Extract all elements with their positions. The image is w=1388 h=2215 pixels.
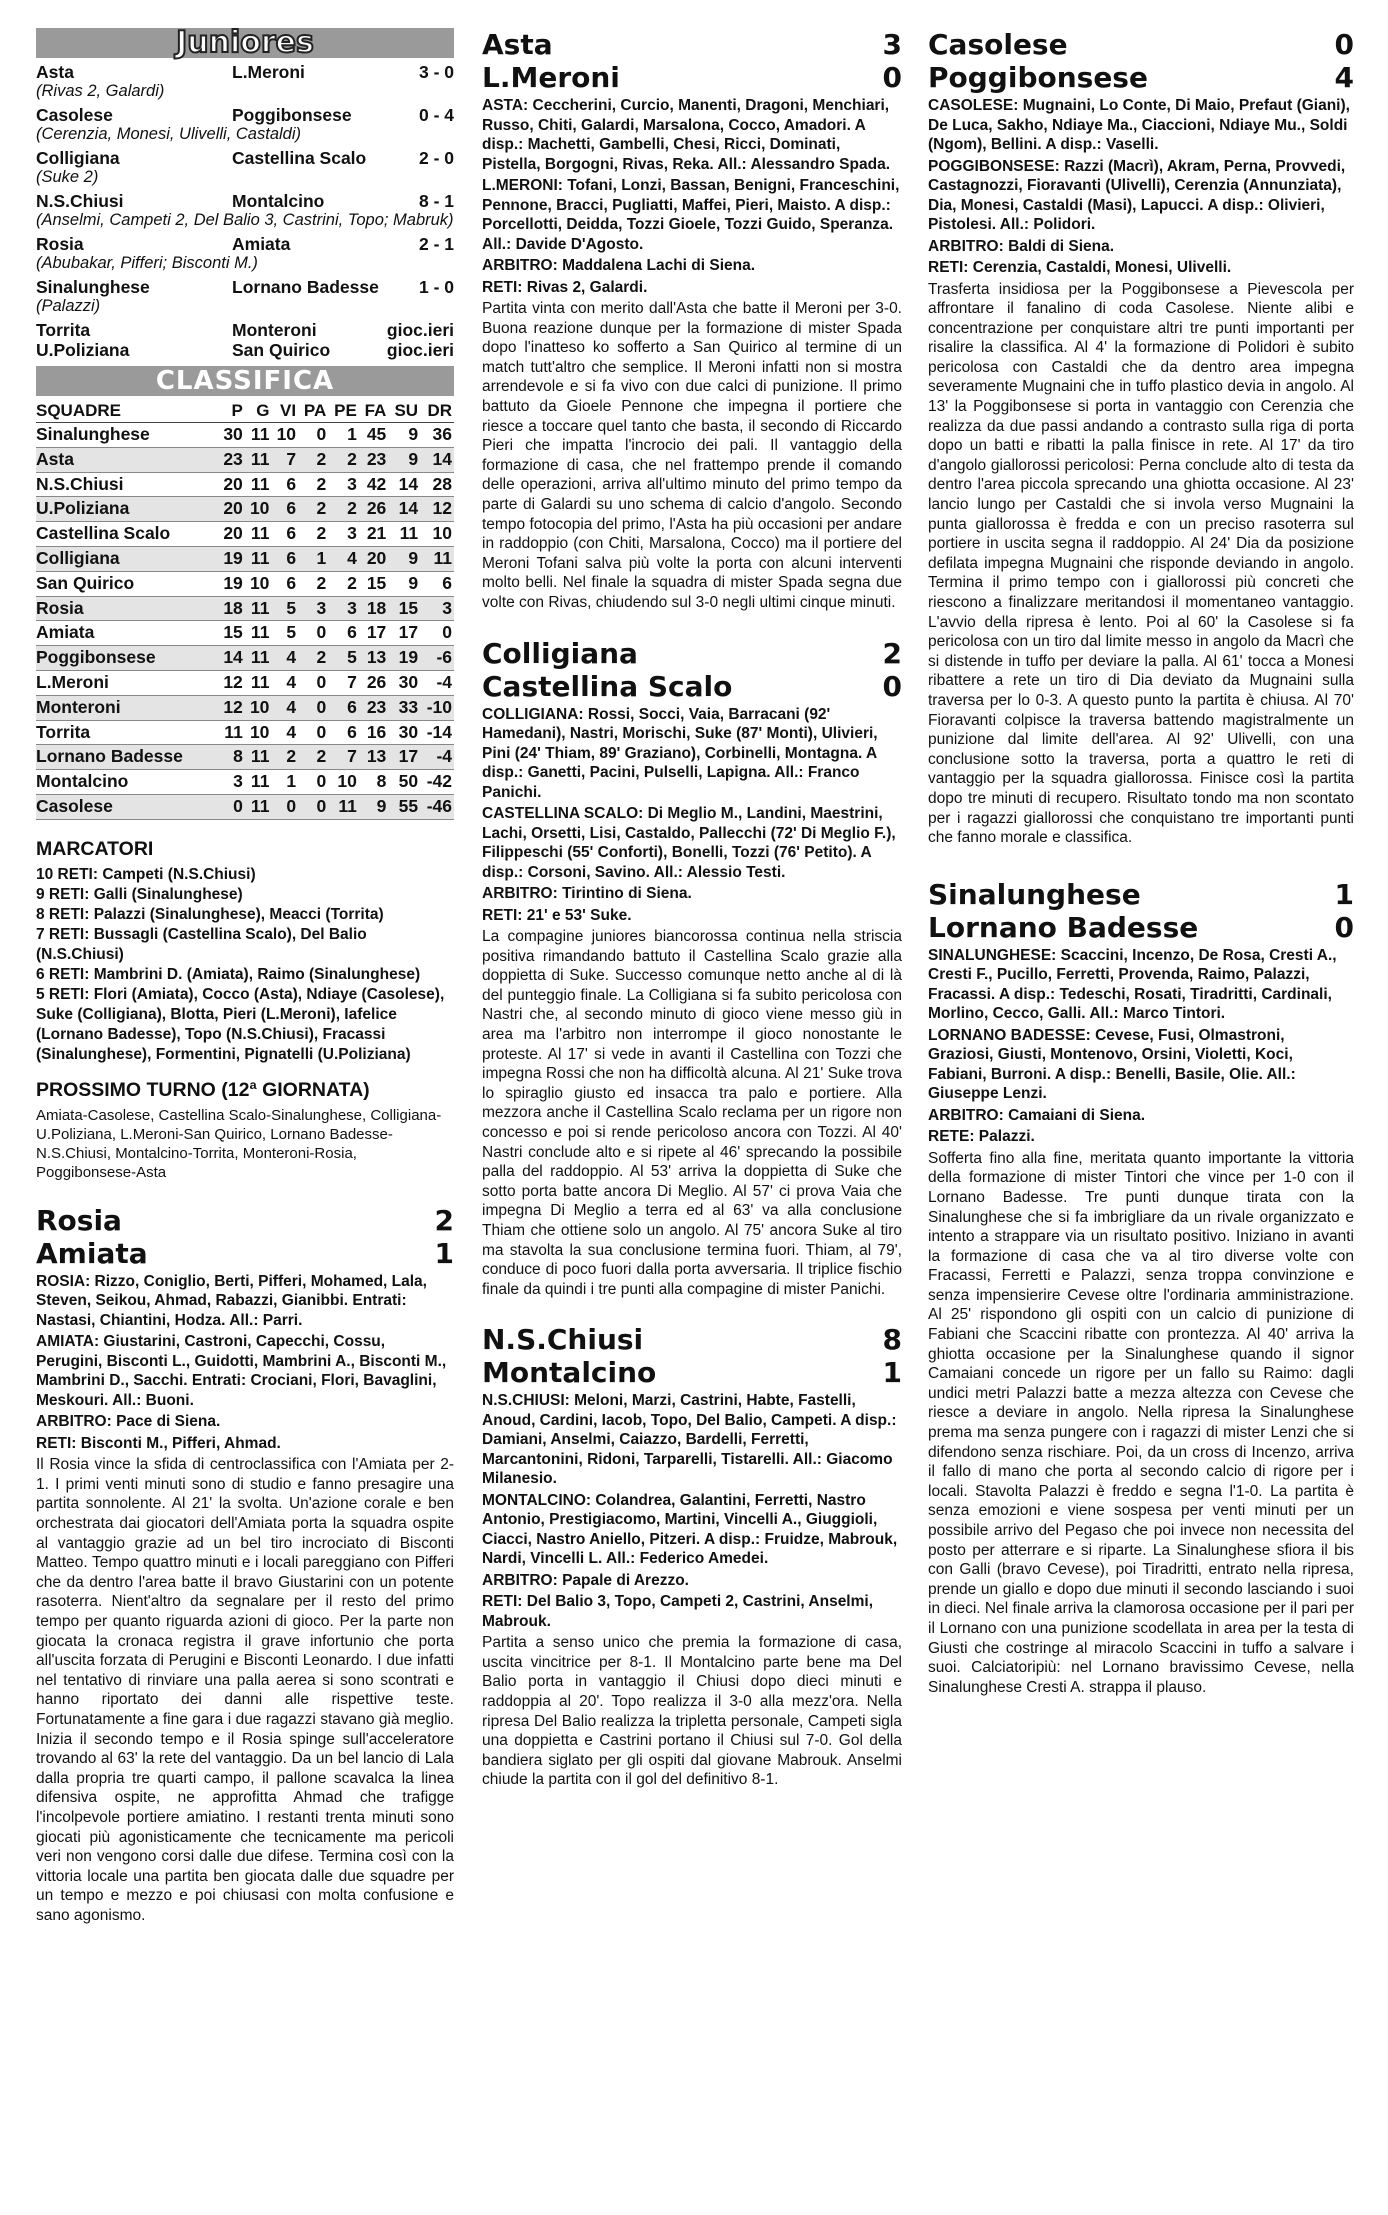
stat-cell: 2 xyxy=(298,571,328,596)
result-scorers: (Palazzi) xyxy=(36,297,101,315)
stat-cell: 2 xyxy=(298,522,328,547)
lineup-line: RETI: Bisconti M., Pifferi, Ahmad. xyxy=(36,1434,281,1452)
stat-cell: 0 xyxy=(298,670,328,695)
stat-cell: 11 xyxy=(420,546,454,571)
marcatori-line: 6 RETI: Mambrini D. (Amiata), Raimo (Sinalunghese) xyxy=(36,965,421,983)
lineup-line: AMIATA: Giustarini, Castroni, Capecchi, Cossu, Perugini, Bisconti L., Guidotti, Mambrini A., Bisconti M., Mambrini D., Sacchi. Entrati: Crociani, Flori, Bavaglini, Meskouri. All.: Buoni. xyxy=(36,1333,447,1409)
stat-cell: 3 xyxy=(328,472,359,497)
column-center xyxy=(482,28,902,1790)
result-scorers: (Rivas 2, Galardi) xyxy=(36,82,165,100)
stat-cell: 3 xyxy=(420,596,454,621)
stat-cell: 11 xyxy=(245,670,272,695)
standings-header: VI xyxy=(271,400,298,423)
away-score: 0 xyxy=(1334,910,1354,944)
home-team: N.S.Chiusi xyxy=(482,1323,644,1357)
result-home: Sinalunghese xyxy=(36,277,150,297)
away-score: 1 xyxy=(434,1236,454,1270)
standings-row xyxy=(36,695,454,720)
stat-cell: 4 xyxy=(328,546,359,571)
team-name: Poggibonsese xyxy=(36,646,218,671)
standings-row xyxy=(36,646,454,671)
result-row xyxy=(36,62,454,82)
result-row xyxy=(36,277,454,297)
result-row xyxy=(36,340,454,360)
stat-cell: 12 xyxy=(218,695,245,720)
lineup-line: CASTELLINA SCALO: Di Meglio M., Landini, Maestrini, Lachi, Orsetti, Lisi, Castaldo, Pallecchi (72' Di Meglio F.), Filippeschi (55' Conforti), Bonelli, Tozzi (76' Petito). A disp.: Corsoni, Savino. All.: Alessio Testi. xyxy=(482,805,896,881)
team-name: U.Poliziana xyxy=(36,497,218,522)
result-row xyxy=(36,148,454,168)
marcatori-list xyxy=(36,865,454,1065)
stat-cell: 11 xyxy=(245,596,272,621)
stat-cell: 10 xyxy=(245,695,272,720)
stat-cell: 2 xyxy=(328,571,359,596)
result-away: Castellina Scalo xyxy=(232,148,367,168)
match-home-row xyxy=(928,28,1354,61)
result-home: N.S.Chiusi xyxy=(36,191,124,211)
standings-row xyxy=(36,522,454,547)
match-away-row xyxy=(482,1356,902,1389)
result-row xyxy=(36,320,454,340)
lineup-line: CASOLESE: Mugnaini, Lo Conte, Di Maio, Prefaut (Giani), De Luca, Sakho, Ndiaye Ma., Ciaccioni, Ndiaye Mu., Soldi (Ngom), Bellini. A disp.: Vaselli. xyxy=(928,97,1350,153)
team-name: Torrita xyxy=(36,720,218,745)
away-team: Lornano Badesse xyxy=(928,910,1199,944)
away-team: Montalcino xyxy=(482,1356,657,1390)
standings-table xyxy=(36,400,454,820)
stat-cell: 9 xyxy=(388,571,420,596)
result-away: Amiata xyxy=(232,234,291,254)
match-report: Partita a senso unico che premia la formazione di casa, uscita vincitrice per 8-1. Il Montalcino parte bene ma Del Balio porta in vantaggio il Chiusi dopo dieci minuti e raddoppia al 20'. Topo realizza il 3-0 alla mezz'ora. Nella ripresa Del Balio realizza la tripletta personale, Campeti sigla una doppietta e Castrini portano il Chiusi sul 7-0. Gol della bandiera siglato per gli ospiti dal giovane Mabrouk. Anselmi chiude la partita con il gol del definitivo 8-1. xyxy=(482,1634,902,1789)
stat-cell: 6 xyxy=(271,497,298,522)
match-report: Il Rosia vince la sfida di centroclassifica con l'Amiata per 2-1. I primi venti minuti sono di studio e fanno presagire una partita sonnolente. Al 21' la svolta. Un'azione corale e ben orchestrata dai giocatori dell'Amiata porta la squadra ospite al vantaggio grazie ad un bel tiro incrociato di Bisconti Matteo. Tempo quattro minuti e i locali pareggiano con Pifferi che da dentro l'area batte il bravo Giustarini con un potente rasoterra. Nient'altro da segnalare per il resto del primo tempo per quanto riguarda azioni di gioco. Per la parte non giocata la cronaca registra il grave infortunio che porta all'uscita forzata di Perugini e Bisconti Leonardo. I due infatti nel tentativo di rinviare una palla aerea si sono scontrati e hanno riportato dei danni alle rispettive teste. Fortunatamente a fine gara i due ragazzi stavano già meglio. Inizia il secondo tempo e il Rosia spinge sull'acceleratore trovando al 63' la rete del vantaggio. Da un bel lancio di Lala dalla propria tre quarti campo, il pallone scavalca la linea difensiva ospite, ne approfitta Ahmad che trafigge l'incolpevole portiere amiatino. I restanti trenta minuti sono giocati più agonisticamente che tecnicamente ma pericoli veri non vengono corsi dalle due difese. Termina così con la vittoria locale una partita ben giocata dalle due squadre per un tempo e mezzo e poi chiusasi con molta confusione e sano agonismo. xyxy=(36,1456,454,1924)
match-away-row xyxy=(36,1237,454,1270)
team-name: Asta xyxy=(36,447,218,472)
away-team: Castellina Scalo xyxy=(482,669,733,703)
standings-row xyxy=(36,794,454,819)
result-home: Asta xyxy=(36,62,74,82)
stat-cell: -4 xyxy=(420,670,454,695)
result-score: gioc.ieri xyxy=(386,320,454,340)
stat-cell: 10 xyxy=(420,522,454,547)
stat-cell: 11 xyxy=(218,720,245,745)
standings-header: SU xyxy=(388,400,420,423)
standings-row xyxy=(36,447,454,472)
stat-cell: -14 xyxy=(420,720,454,745)
stat-cell: 6 xyxy=(328,621,359,646)
stat-cell: 3 xyxy=(298,596,328,621)
result-away: Poggibonsese xyxy=(232,105,352,125)
stat-cell: 11 xyxy=(245,770,272,795)
team-name: Lornano Badesse xyxy=(36,745,218,770)
stat-cell: 11 xyxy=(245,646,272,671)
stat-cell: 13 xyxy=(359,745,388,770)
stat-cell: 0 xyxy=(298,720,328,745)
result-home: Colligiana xyxy=(36,148,120,168)
team-name: Colligiana xyxy=(36,546,218,571)
stat-cell: 11 xyxy=(328,794,359,819)
stat-cell: -42 xyxy=(420,770,454,795)
stat-cell: 6 xyxy=(271,571,298,596)
stat-cell: 2 xyxy=(328,497,359,522)
stat-cell: 19 xyxy=(218,571,245,596)
away-score: 1 xyxy=(882,1356,902,1390)
away-team: L.Meroni xyxy=(482,61,620,94)
stat-cell: 12 xyxy=(218,670,245,695)
stat-cell: 9 xyxy=(359,794,388,819)
stat-cell: 3 xyxy=(218,770,245,795)
standings-header: DR xyxy=(420,400,454,423)
classifica-banner xyxy=(36,366,454,396)
lineup-line: RETI: Del Balio 3, Topo, Campeti 2, Castrini, Anselmi, Mabrouk. xyxy=(482,1593,874,1630)
stat-cell: 6 xyxy=(271,546,298,571)
lineup-line: N.S.CHIUSI: Meloni, Marzi, Castrini, Habte, Fastelli, Anoud, Cardini, Iacob, Topo, Del Balio, Campeti. A disp.: Damiani, Anselmi, Caiazzo, Bardelli, Ferretti, Marcantonini, Ridoni, Tarparelli, Tistarelli. All.: Giacomo Milanesio. xyxy=(482,1392,897,1488)
result-away: Lornano Badesse xyxy=(232,277,379,297)
stat-cell: 10 xyxy=(245,571,272,596)
standings-row xyxy=(36,670,454,695)
result-home: Rosia xyxy=(36,234,84,254)
result-score: 0 - 4 xyxy=(418,105,454,125)
away-team: Amiata xyxy=(36,1236,148,1270)
match-colligiana-castellina xyxy=(482,637,902,1300)
prossimo-text: Amiata-Casolese, Castellina Scalo-Sinalunghese, Colligiana-U.Poliziana, L.Meroni-San Quirico, Lornano Badesse-N.S.Chiusi, Montalcino-Torrita, Monteroni-Rosia, Poggibonsese-Asta xyxy=(36,1106,442,1181)
stat-cell: 1 xyxy=(298,546,328,571)
stat-cell: 1 xyxy=(271,770,298,795)
stat-cell: 0 xyxy=(298,423,328,448)
home-score: 1 xyxy=(1334,877,1354,911)
stat-cell: 4 xyxy=(271,646,298,671)
stat-cell: 2 xyxy=(298,447,328,472)
match-home-row xyxy=(36,1204,454,1237)
stat-cell: 4 xyxy=(271,720,298,745)
stat-cell: 14 xyxy=(218,646,245,671)
stat-cell: 9 xyxy=(388,447,420,472)
stat-cell: 13 xyxy=(359,646,388,671)
stat-cell: 0 xyxy=(298,770,328,795)
marcatori-line: 5 RETI: Flori (Amiata), Cocco (Asta), Ndiaye (Casolese), Suke (Colligiana), Blotta, Pieri (L.Meroni), Iafelice (Lornano Badesse), Topo (N.S.Chiusi), Fracassi (Sinalunghese), Formentini, Pignatelli (U.Poliziana) xyxy=(36,985,445,1063)
lineup-line: ARBITRO: Pace di Siena. xyxy=(36,1413,221,1431)
stat-cell: 15 xyxy=(359,571,388,596)
stat-cell: 23 xyxy=(218,447,245,472)
stat-cell: 30 xyxy=(388,670,420,695)
stat-cell: 30 xyxy=(218,423,245,448)
away-score: 4 xyxy=(1334,61,1354,94)
stat-cell: 28 xyxy=(420,472,454,497)
match-report: Partita vinta con merito dall'Asta che batte il Meroni per 3-0. Buona reazione dunque per la formazione di mister Spada dopo l'inatteso ko sofferto a San Quirico al termine di un match tutt'altro che semplice. Il Meroni infatti non si mostra arrendevole e si fa vivo con due calci di punizione. Il primo battuto da Gioele Pennone che impegna il portiere che riesce a toccare quel tanto che basta, il secondo di Riccardo Pieri che impatta l'incrocio dei pali. Il vantaggio della formazione di casa, che nel frattempo prende il comando delle operazioni, arriva all'ultimo minuto del primo tempo da parte di Galardi su uno schema di calcio d'angolo. Secondo tempo fotocopia del primo, l'Asta ha più occasioni per andare in raddoppio (con Chiti, Marsalona, Cocco) ma il portiere del Meroni Tofani salva più volte la porta con alcuni interventi molto belli. Nel finale la squadra di mister Spada segna due volte con Rivas, chiudendo sul 3-0 negli ultimi cinque minuti. xyxy=(482,300,902,611)
match-away-row xyxy=(482,670,902,703)
stat-cell: 7 xyxy=(271,447,298,472)
standings-row xyxy=(36,571,454,596)
stat-cell: 0 xyxy=(271,794,298,819)
stat-cell: 6 xyxy=(271,472,298,497)
result-scorers: (Anselmi, Campeti 2, Del Balio 3, Castrini, Topo; Mabruk) xyxy=(36,211,454,229)
stat-cell: 10 xyxy=(328,770,359,795)
team-name: Sinalunghese xyxy=(36,423,218,448)
home-team: Sinalunghese xyxy=(928,877,1141,911)
stat-cell: 11 xyxy=(245,621,272,646)
stat-cell: 7 xyxy=(328,670,359,695)
match-report: Sofferta fino alla fine, meritata quanto importante la vittoria della formazione di mister Tintori che vince per 1-0 con il Lornano Badesse. Tre punti dunque tirata con la Sinalunghese che si fa imbrigliare da un rivale organizzato e intento a strappare via un risultato positivo. Iniziano in avanti la formazione di casa che va al tiro diverse volte con Fracassi, Ferretti e Palazzi, senza troppa convinzione e senza impensierire Cevese oltre l'ordinaria amministrazione. Al 25' rispondono gli ospiti con un calcio di punizione di Fabiani che Scaccini ribatte con prontezza. Al 40' arriva la ghiotta occasione per la Sinalunghese quando il signor Camaiani concede un rigore per un fallo su Raimo: dagli undici metri Palazzi batte a mezza altezza con Cevese che riesce a deviare in angolo. Nella ripresa la Sinalunghese prema ma senza pungere con i ragazzi di mister Lenzi che si difendono senza rischiare. Poi, da un cross di Incenzo, arriva il fallo di mano che porta al secondo calcio di rigore per i locali. Stavolta Palazzi è freddo e segna l'1-0. La partita è senza emozioni e viene sospesa per venti minuti per un possibile arrivo del Pegaso che poi invece non necessita del posto per atterrare e si riparte. La Sinalunghese sfiora il bis con Galli (bravo Cevese), poi Tiradritti, entrato nella ripresa, prende un giallo e dopo due minuti il secondo lasciando i suoi in dieci. Nel finale arriva la clamorosa occasione per il pari per il Lornano con una punizione scodellata in area per la testa di Giusti che costringe al miracolo Scaccini in tuffo a salvare i suoi. Calciatoripiù: nel Lornano bravissimo Cevese, nella Sinalunghese Cresti A. strappa il plauso. xyxy=(928,1149,1354,1696)
stat-cell: 14 xyxy=(388,497,420,522)
lineup-line: LORNANO BADESSE: Cevese, Fusi, Olmastroni, Graziosi, Giusti, Montenovo, Orsini, Violetti, Koci, Fabiani, Burroni. A disp.: Benelli, Basile, Olie. All.: Giuseppe Lenzi. xyxy=(928,1026,1296,1103)
stat-cell: 19 xyxy=(218,546,245,571)
stat-cell: 3 xyxy=(328,596,359,621)
team-name: Monteroni xyxy=(36,695,218,720)
result-row xyxy=(36,105,454,125)
away-team: Poggibonsese xyxy=(928,61,1148,94)
lineup-line: ARBITRO: Papale di Arezzo. xyxy=(482,1571,689,1589)
result-row xyxy=(36,234,454,254)
stat-cell: 10 xyxy=(245,497,272,522)
stat-cell: 14 xyxy=(388,472,420,497)
stat-cell: 3 xyxy=(328,522,359,547)
result-home: Torrita xyxy=(36,320,91,340)
standings-row xyxy=(36,596,454,621)
stat-cell: 10 xyxy=(245,720,272,745)
stat-cell: 11 xyxy=(245,745,272,770)
match-report: Trasferta insidiosa per la Poggibonsese a Pievescola per affrontare il fanalino di coda Casolese. Niente alibi e concentrazione per conquistare altri tre punti importanti per risalire la classifica. Al 4' la formazione di Polidori è subito pericolosa con Castaldi che da dentro area impegna severamente Mugnaini che in tuffo plastico devia in angolo. Al 13' la Poggibonsese si porta in vantaggio con Cerenzia che realizza da due passi andando a contrasto sulla riga di porta dopo un batti e ribatti la palla finisce in rete. Al 17' da tiro d'angolo giallorossi pericolosi: Perna conclude alto di testa da dentro l'area piccola sprecando una ghiotta occasione. Al 23' lancio lungo per Castaldi che si invola verso Mugnaini la punta giallorossa è fredda e con un preciso rasoterra sul portiere in uscita segna il raddoppio. Al 24' Dia da posizione defilata impegna Mugnaini che risponde deviando in angolo. Termina il primo tempo con i giallorossi più concreti che riescono a finalizzare meritandosi il momentaneo vantaggio. L'avvio della ripresa è lento. Poi al 60' la Casolese si fa pericolosa con un tiro dal limite messo in angolo da Macrì che si distende in tuffo per deviare la palla. Al 61' tocca a Monesi ribattere a rete un tiro di Dia deviato da Mugnaini sulla traversa per lo 0-3. A questo punto la partita è chiusa. Al 70' Fioravanti colpisce la traversa battendo magistralmente un punizione dal limite dell'area. Al 92' Ulivelli, con una conclusione sotto la traversa, porta a quattro le reti di vantaggio per la squadra giallorossa. Finisce così la partita dopo tre minuti di recupero. Risultato tondo ma non scontato per i ragazzi giallorossi che conquistano tre importanti punti che fanno morale e classifica. xyxy=(928,280,1354,847)
lineup-line: ARBITRO: Maddalena Lachi di Siena. xyxy=(482,257,756,274)
column-right xyxy=(928,28,1354,1697)
lineup-line: RETI: 21' e 53' Suke. xyxy=(482,906,632,924)
stat-cell: 6 xyxy=(328,695,359,720)
stat-cell: 20 xyxy=(218,472,245,497)
stat-cell: 17 xyxy=(359,621,388,646)
stat-cell: 11 xyxy=(245,794,272,819)
match-away-row xyxy=(928,911,1354,944)
standings-header: PA xyxy=(298,400,328,423)
standings-row xyxy=(36,720,454,745)
team-name: Castellina Scalo xyxy=(36,522,218,547)
column-left xyxy=(36,25,454,1926)
stat-cell: 4 xyxy=(271,670,298,695)
lineup-line: ASTA: Ceccherini, Curcio, Manenti, Dragoni, Menchiari, Russo, Chiti, Galardi, Marsalona, Cocco, Amadori. A disp.: Machetti, Gambelli, Chesi, Ricci, Dominati, Pistella, Borgogni, Rivas, Reka. All.: Alessandro Spada. xyxy=(482,97,890,173)
stat-cell: 17 xyxy=(388,745,420,770)
standings-row xyxy=(36,770,454,795)
stat-cell: 11 xyxy=(388,522,420,547)
stat-cell: -10 xyxy=(420,695,454,720)
stat-cell: 20 xyxy=(218,497,245,522)
stat-cell: 5 xyxy=(271,596,298,621)
home-score: 2 xyxy=(882,636,902,670)
team-name: Montalcino xyxy=(36,770,218,795)
stat-cell: -6 xyxy=(420,646,454,671)
team-name: L.Meroni xyxy=(36,670,218,695)
standings-row xyxy=(36,745,454,770)
standings-header: P xyxy=(218,400,245,423)
stat-cell: 0 xyxy=(420,621,454,646)
result-score: 2 - 1 xyxy=(418,234,454,254)
match-home-row xyxy=(928,878,1354,911)
result-score: 8 - 1 xyxy=(418,191,454,211)
result-score: 1 - 0 xyxy=(418,277,454,297)
match-away-row xyxy=(482,61,902,94)
lineup-line: RETE: Palazzi. xyxy=(928,1128,1035,1146)
result-home: Casolese xyxy=(36,105,113,125)
prossimo-title: PROSSIMO TURNO (12ª GIORNATA) xyxy=(36,1078,370,1101)
stat-cell: 50 xyxy=(388,770,420,795)
lineup-line: MONTALCINO: Colandrea, Galantini, Ferretti, Nastro Antonio, Prestigiacomo, Martini, Vincelli A., Giuggioli, Ciacci, Nastro Aniello, Pitzeri. A disp.: Fruidze, Mabrouk, Nardi, Vincelli L. All.: Federico Amedei. xyxy=(482,1491,898,1568)
stat-cell: 2 xyxy=(298,472,328,497)
stat-cell: 42 xyxy=(359,472,388,497)
result-home: U.Poliziana xyxy=(36,340,130,360)
stat-cell: 20 xyxy=(218,522,245,547)
stat-cell: 23 xyxy=(359,695,388,720)
team-name: N.S.Chiusi xyxy=(36,472,218,497)
home-team: Casolese xyxy=(928,28,1068,61)
stat-cell: 17 xyxy=(388,621,420,646)
stat-cell: 20 xyxy=(359,546,388,571)
stat-cell: 5 xyxy=(328,646,359,671)
stat-cell: 11 xyxy=(245,447,272,472)
lineup-line: RETI: Cerenzia, Castaldi, Monesi, Ulivelli. xyxy=(928,259,1232,276)
lineup-line: POGGIBONSESE: Razzi (Macrì), Akram, Perna, Provvedi, Castagnozzi, Fioravanti (Ulivelli), Cerenzia (Annunziata), Dia, Monesi, Castaldi (Masi), Lapucci. A disp.: Olivieri, Pistolesi. All.: Polidori. xyxy=(928,157,1346,233)
stat-cell: 45 xyxy=(359,423,388,448)
stat-cell: 2 xyxy=(328,447,359,472)
standings-row xyxy=(36,621,454,646)
stat-cell: 0 xyxy=(298,695,328,720)
home-score: 0 xyxy=(1334,28,1354,61)
lineup-line: ARBITRO: Tirintino di Siena. xyxy=(482,885,692,902)
stat-cell: 6 xyxy=(271,522,298,547)
result-score: 2 - 0 xyxy=(418,148,454,168)
marcatori-line: 7 RETI: Bussagli (Castellina Scalo), Del Balio (N.S.Chiusi) xyxy=(36,925,367,963)
stat-cell: 5 xyxy=(271,621,298,646)
stat-cell: 2 xyxy=(298,497,328,522)
stat-cell: 11 xyxy=(245,522,272,547)
marcatori-line: 8 RETI: Palazzi (Sinalunghese), Meacci (Torrita) xyxy=(36,905,384,923)
stat-cell: 21 xyxy=(359,522,388,547)
lineup-line: RETI: Rivas 2, Galardi. xyxy=(482,278,648,296)
stat-cell: 2 xyxy=(298,646,328,671)
result-scorers: (Abubakar, Pifferi; Bisconti M.) xyxy=(36,254,258,272)
stat-cell: 11 xyxy=(245,546,272,571)
match-home-row xyxy=(482,637,902,670)
standings-header: SQUADRE xyxy=(36,400,218,423)
standings-row xyxy=(36,497,454,522)
match-report: La compagine juniores biancorossa continua nella striscia positiva rimandando battuto il Castellina Scalo grazie alla doppietta di Suke. Successo comunque netto anche al di là del punteggio finale. La Colligiana si fa subito pericolosa con Nastri che, al secondo minuto di gioco viene messo giù in area ma l'arbitro non interrompe il gioco nonostante le proteste. Al 17' si vede in avanti il Castellina con Tozzi che impegna Rossi che non ha difficoltà alcuna. Al 21' Suke trova lo spiraglio giusto ed insacca tra palo e portiere. Alla mezzora anche il Castellina Scalo reclama per un rigore non concesso e poi si rende pericoloso ancora con Tozzi. Al 40' Nastri conclude alto e si ripete al 46' sprecando la possibile palla del raddoppio. Al 53' arriva la doppietta di Suke che sotto porta batte ancora Di Meglio. Al 57' ci prova Vaia che impegna Di Meglio a terra ed al 63' va alla conclusione Thiam che ottiene solo un angolo. Al 75' ancora Suke al tiro ma stavolta la sua conclusione termina fuori. Thiam, al 79', conduce di poco fuori dalla porta avversaria. Il triplice fischio finale da quindi i tre punti alla compagine di mister Panichi. xyxy=(482,928,902,1298)
standings-header: PE xyxy=(328,400,359,423)
stat-cell: 1 xyxy=(328,423,359,448)
stat-cell: 2 xyxy=(298,745,328,770)
result-scorers: (Suke 2) xyxy=(36,168,99,186)
result-score: 3 - 0 xyxy=(418,62,454,82)
marcatori-line: 9 RETI: Galli (Sinalunghese) xyxy=(36,885,243,903)
stat-cell: 10 xyxy=(271,423,298,448)
match-casolese-poggibonsese xyxy=(928,28,1354,848)
stat-cell: 16 xyxy=(359,720,388,745)
team-name: Casolese xyxy=(36,794,218,819)
stat-cell: 0 xyxy=(218,794,245,819)
stat-cell: 0 xyxy=(298,621,328,646)
stat-cell: 12 xyxy=(420,497,454,522)
match-chiusi-montalcino xyxy=(482,1323,902,1790)
team-name: Amiata xyxy=(36,621,218,646)
stat-cell: 26 xyxy=(359,670,388,695)
stat-cell: 30 xyxy=(388,720,420,745)
stat-cell: 2 xyxy=(271,745,298,770)
home-team: Colligiana xyxy=(482,636,638,670)
lineup-line: SINALUNGHESE: Scaccini, Incenzo, De Rosa, Cresti A., Cresti F., Pucillo, Ferretti, Provenda, Raimo, Palazzi, Fracassi. A disp.: Tedeschi, Rosati, Tiradritti, Cardinali, Morlino, Cecco, Galli. All.: Marco Tintori. xyxy=(928,946,1337,1023)
home-score: 8 xyxy=(882,1323,902,1357)
match-sinalunghese-lornano xyxy=(928,878,1354,1698)
stat-cell: 11 xyxy=(245,472,272,497)
stat-cell: 7 xyxy=(328,745,359,770)
stat-cell: 14 xyxy=(420,447,454,472)
team-name: Rosia xyxy=(36,596,218,621)
away-score: 0 xyxy=(882,61,902,94)
stat-cell: 26 xyxy=(359,497,388,522)
lineup-line: ARBITRO: Camaiani di Siena. xyxy=(928,1106,1146,1124)
stat-cell: 36 xyxy=(420,423,454,448)
stat-cell: 8 xyxy=(218,745,245,770)
stat-cell: 23 xyxy=(359,447,388,472)
stat-cell: 8 xyxy=(359,770,388,795)
stat-cell: 33 xyxy=(388,695,420,720)
stat-cell: -46 xyxy=(420,794,454,819)
standings-row xyxy=(36,472,454,497)
lineup-line: COLLIGIANA: Rossi, Socci, Vaia, Barracani (92' Hamedani), Nastri, Morischi, Suke (87' Monti), Ulivieri, Pini (24' Thiam, 89' Graziano), Corbinelli, Montagna. A disp.: Ganetti, Pacini, Pulselli, Lapigna. All.: Franco Panichi. xyxy=(482,705,878,801)
standings-row xyxy=(36,423,454,448)
stat-cell: -4 xyxy=(420,745,454,770)
marcatori-title: MARCATORI xyxy=(36,837,154,860)
home-score: 2 xyxy=(434,1203,454,1237)
standings-row xyxy=(36,546,454,571)
marcatori-line: 10 RETI: Campeti (N.S.Chiusi) xyxy=(36,865,256,883)
juniores-banner xyxy=(36,25,454,60)
result-away: San Quirico xyxy=(232,340,331,360)
result-row xyxy=(36,191,454,211)
juniores-title: Juniores xyxy=(176,25,314,60)
results-list xyxy=(36,62,454,360)
stat-cell: 6 xyxy=(420,571,454,596)
stat-cell: 11 xyxy=(245,423,272,448)
match-rosia-amiata xyxy=(36,1204,454,1926)
lineup-line: ROSIA: Rizzo, Coniglio, Berti, Pifferi, Mohamed, Lala, Steven, Seikou, Ahmad, Rabazzi, Gianibbi. Entrati: Nastasi, Chiantini, Hodza. All.: Parri. xyxy=(36,1272,427,1329)
stat-cell: 19 xyxy=(388,646,420,671)
stat-cell: 18 xyxy=(359,596,388,621)
stat-cell: 0 xyxy=(298,794,328,819)
result-away: Monteroni xyxy=(232,320,317,340)
stat-cell: 15 xyxy=(388,596,420,621)
lineup-line: ARBITRO: Baldi di Siena. xyxy=(928,237,1115,255)
standings-header: FA xyxy=(359,400,388,423)
lineup-line: L.MERONI: Tofani, Lonzi, Bassan, Benigni, Franceschini, Pennone, Bracci, Pugliatti, Maffei, Pieri, Maisto. A disp.: Porcellotti, Deidda, Tozzi Gioele, Tozzi Guido, Speranza. All.: Davide D'Agosto. xyxy=(482,177,900,253)
team-name: San Quirico xyxy=(36,571,218,596)
home-score: 3 xyxy=(882,28,902,61)
result-scorers: (Cerenzia, Monesi, Ulivelli, Castaldi) xyxy=(36,125,301,143)
stat-cell: 18 xyxy=(218,596,245,621)
match-away-row xyxy=(928,61,1354,94)
match-asta-meroni xyxy=(482,28,902,613)
result-away: L.Meroni xyxy=(232,62,305,82)
home-team: Asta xyxy=(482,28,553,61)
away-score: 0 xyxy=(882,669,902,703)
stat-cell: 9 xyxy=(388,546,420,571)
classifica-title: CLASSIFICA xyxy=(155,366,335,396)
standings-header: G xyxy=(245,400,272,423)
result-away: Montalcino xyxy=(232,191,325,211)
stat-cell: 9 xyxy=(388,423,420,448)
home-team: Rosia xyxy=(36,1203,122,1237)
stat-cell: 6 xyxy=(328,720,359,745)
stat-cell: 15 xyxy=(218,621,245,646)
match-home-row xyxy=(482,1323,902,1356)
stat-cell: 55 xyxy=(388,794,420,819)
result-score: gioc.ieri xyxy=(386,340,454,360)
match-home-row xyxy=(482,28,902,61)
stat-cell: 4 xyxy=(271,695,298,720)
